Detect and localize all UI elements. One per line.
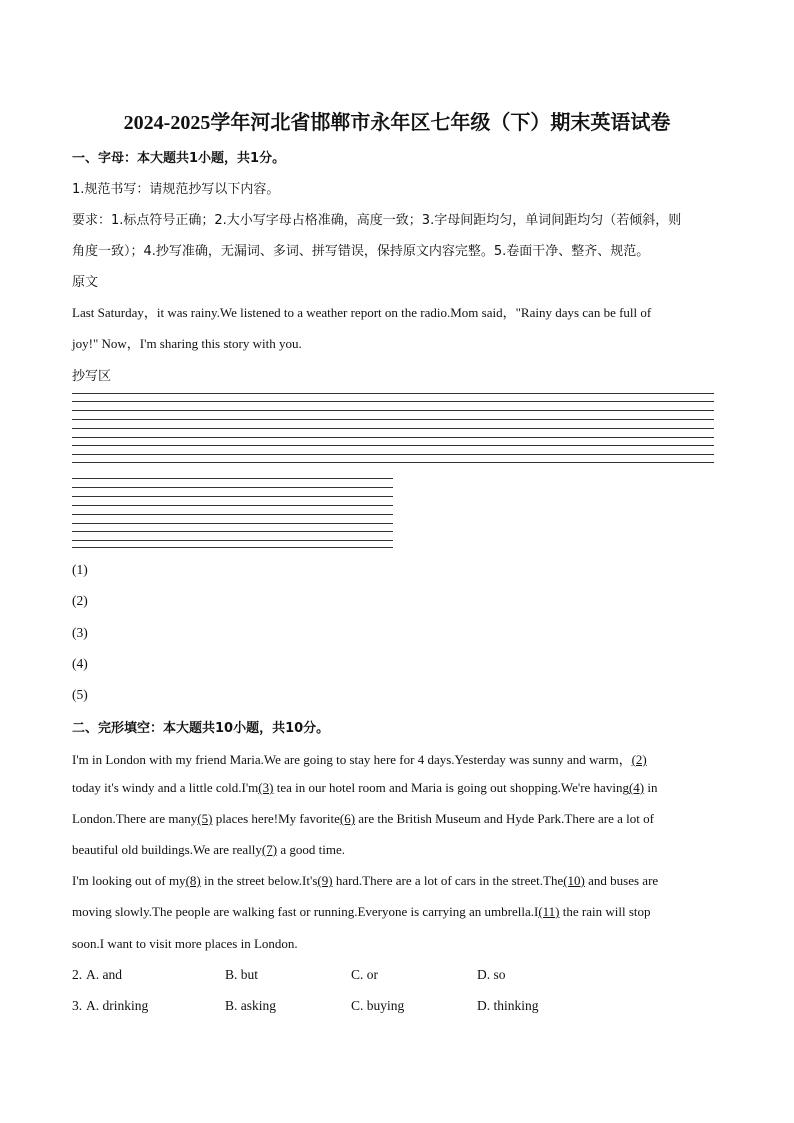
requirements-line-1: 要求：1.标点符号正确；2.大小写字母占格准确，高度一致；3.字母间距均匀，单词间距均匀（若倾斜，则 [72,213,682,228]
writing-rule [72,454,714,455]
requirements-line-2: 角度一致）；4.抄写准确，无漏词、多词、拼写错误，保持原文内容完整。5.卷面干净、整齐、规范。 [72,244,650,259]
writing-rule [72,393,714,394]
passage-text: tea in our hotel room and Maria is going out shopping.We're having [273,780,629,795]
passage-text: soon.I want to visit more places in London. [72,936,298,951]
passage-text: the rain will stop [559,904,651,919]
section2-heading: 二、完形填空：本大题共10小题，共10分。 [72,721,330,736]
passage-text: moving slowly.The people are walking fast or running.Everyone is carrying an umbrella.I [72,904,539,919]
copy-area-label: 抄写区 [72,369,112,384]
option-c[interactable]: C. or [351,967,378,982]
blank-marker: (3) [258,780,274,795]
option-c[interactable]: C. buying [351,998,405,1013]
passage-text: hard.There are a lot of cars in the street.The [332,873,564,888]
passage-text: beautiful old buildings.We are really [72,842,262,857]
writing-rule [72,437,714,438]
writing-rule [72,540,393,541]
passage-text: places here!My favorite [212,811,340,826]
copy-item-3: (3) [72,625,88,640]
writing-rule [72,487,393,488]
copy-item-5: (5) [72,687,88,702]
option-a[interactable]: A. drinking [86,998,149,1013]
passage-line [72,936,722,952]
passage-text: London.There are many [72,811,198,826]
option-d[interactable]: D. thinking [477,998,539,1013]
copy-item-1: (1) [72,562,88,577]
passage-text: today it's windy and a little cold.I'm [72,780,259,795]
writing-rule [72,547,393,548]
copy-item-2: (2) [72,593,88,608]
writing-rule [72,505,393,506]
blank-marker: (11) [538,904,560,919]
blank-marker: (9) [317,873,333,888]
writing-rule [72,419,714,420]
passage-text: and buses are [584,873,659,888]
writing-rule [72,523,393,524]
passage-line [72,811,722,827]
passage-line [72,904,722,920]
blank-marker: (4) [628,780,645,795]
writing-rule [72,445,714,446]
passage-text: in the street below.It's [200,873,318,888]
writing-rule [72,410,714,411]
passage-line [72,749,722,768]
blank-marker: (5) [197,811,213,826]
blank-marker: (2) [631,752,647,767]
passage-text: are the British Museum and Hyde Park.There are a lot of [355,811,654,826]
passage-line [72,873,722,889]
passage-text: a good time. [277,842,345,857]
writing-rule [72,514,393,515]
blank-marker: (7) [261,842,278,857]
writing-rule [72,401,714,402]
original-text-line-2: joy!" Now，I'm sharing this story with you. [72,336,302,351]
passage-line [72,780,722,796]
option-d[interactable]: D. so [477,967,506,982]
passage-text: I'm in London with my friend Maria.We are going to stay here for 4 days.Yesterday was sunny and warm， [72,752,632,767]
blank-marker: (10) [563,873,585,888]
option-b[interactable]: B. but [225,967,259,982]
question-2-number: 2. [72,967,83,982]
blank-marker: (6) [339,811,356,826]
question-1-prompt: 1.规范书写：请规范抄写以下内容。 [72,182,280,197]
writing-rule [72,428,714,429]
writing-rule [72,531,393,532]
option-b[interactable]: B. asking [225,998,277,1013]
copy-item-4: (4) [72,656,88,671]
passage-text: in [644,780,658,795]
passage-text: I'm looking out of my [72,873,186,888]
section1-heading: 一、字母：本大题共1小题，共1分。 [72,151,286,166]
original-text-line-1: Last Saturday，it was rainy.We listened to a weather report on the radio.Mom said，"Rainy days can be full of [72,305,652,320]
option-a[interactable]: A. and [86,967,122,982]
page-title: 2024-2025学年河北省邯郸市永年区七年级（下）期末英语试卷 [123,112,671,134]
writing-rule [72,478,393,479]
writing-rule [72,462,714,463]
question-3-number: 3. [72,998,83,1013]
original-label: 原文 [72,275,99,290]
passage-line [72,842,722,858]
writing-rule [72,496,393,497]
blank-marker: (8) [185,873,201,888]
